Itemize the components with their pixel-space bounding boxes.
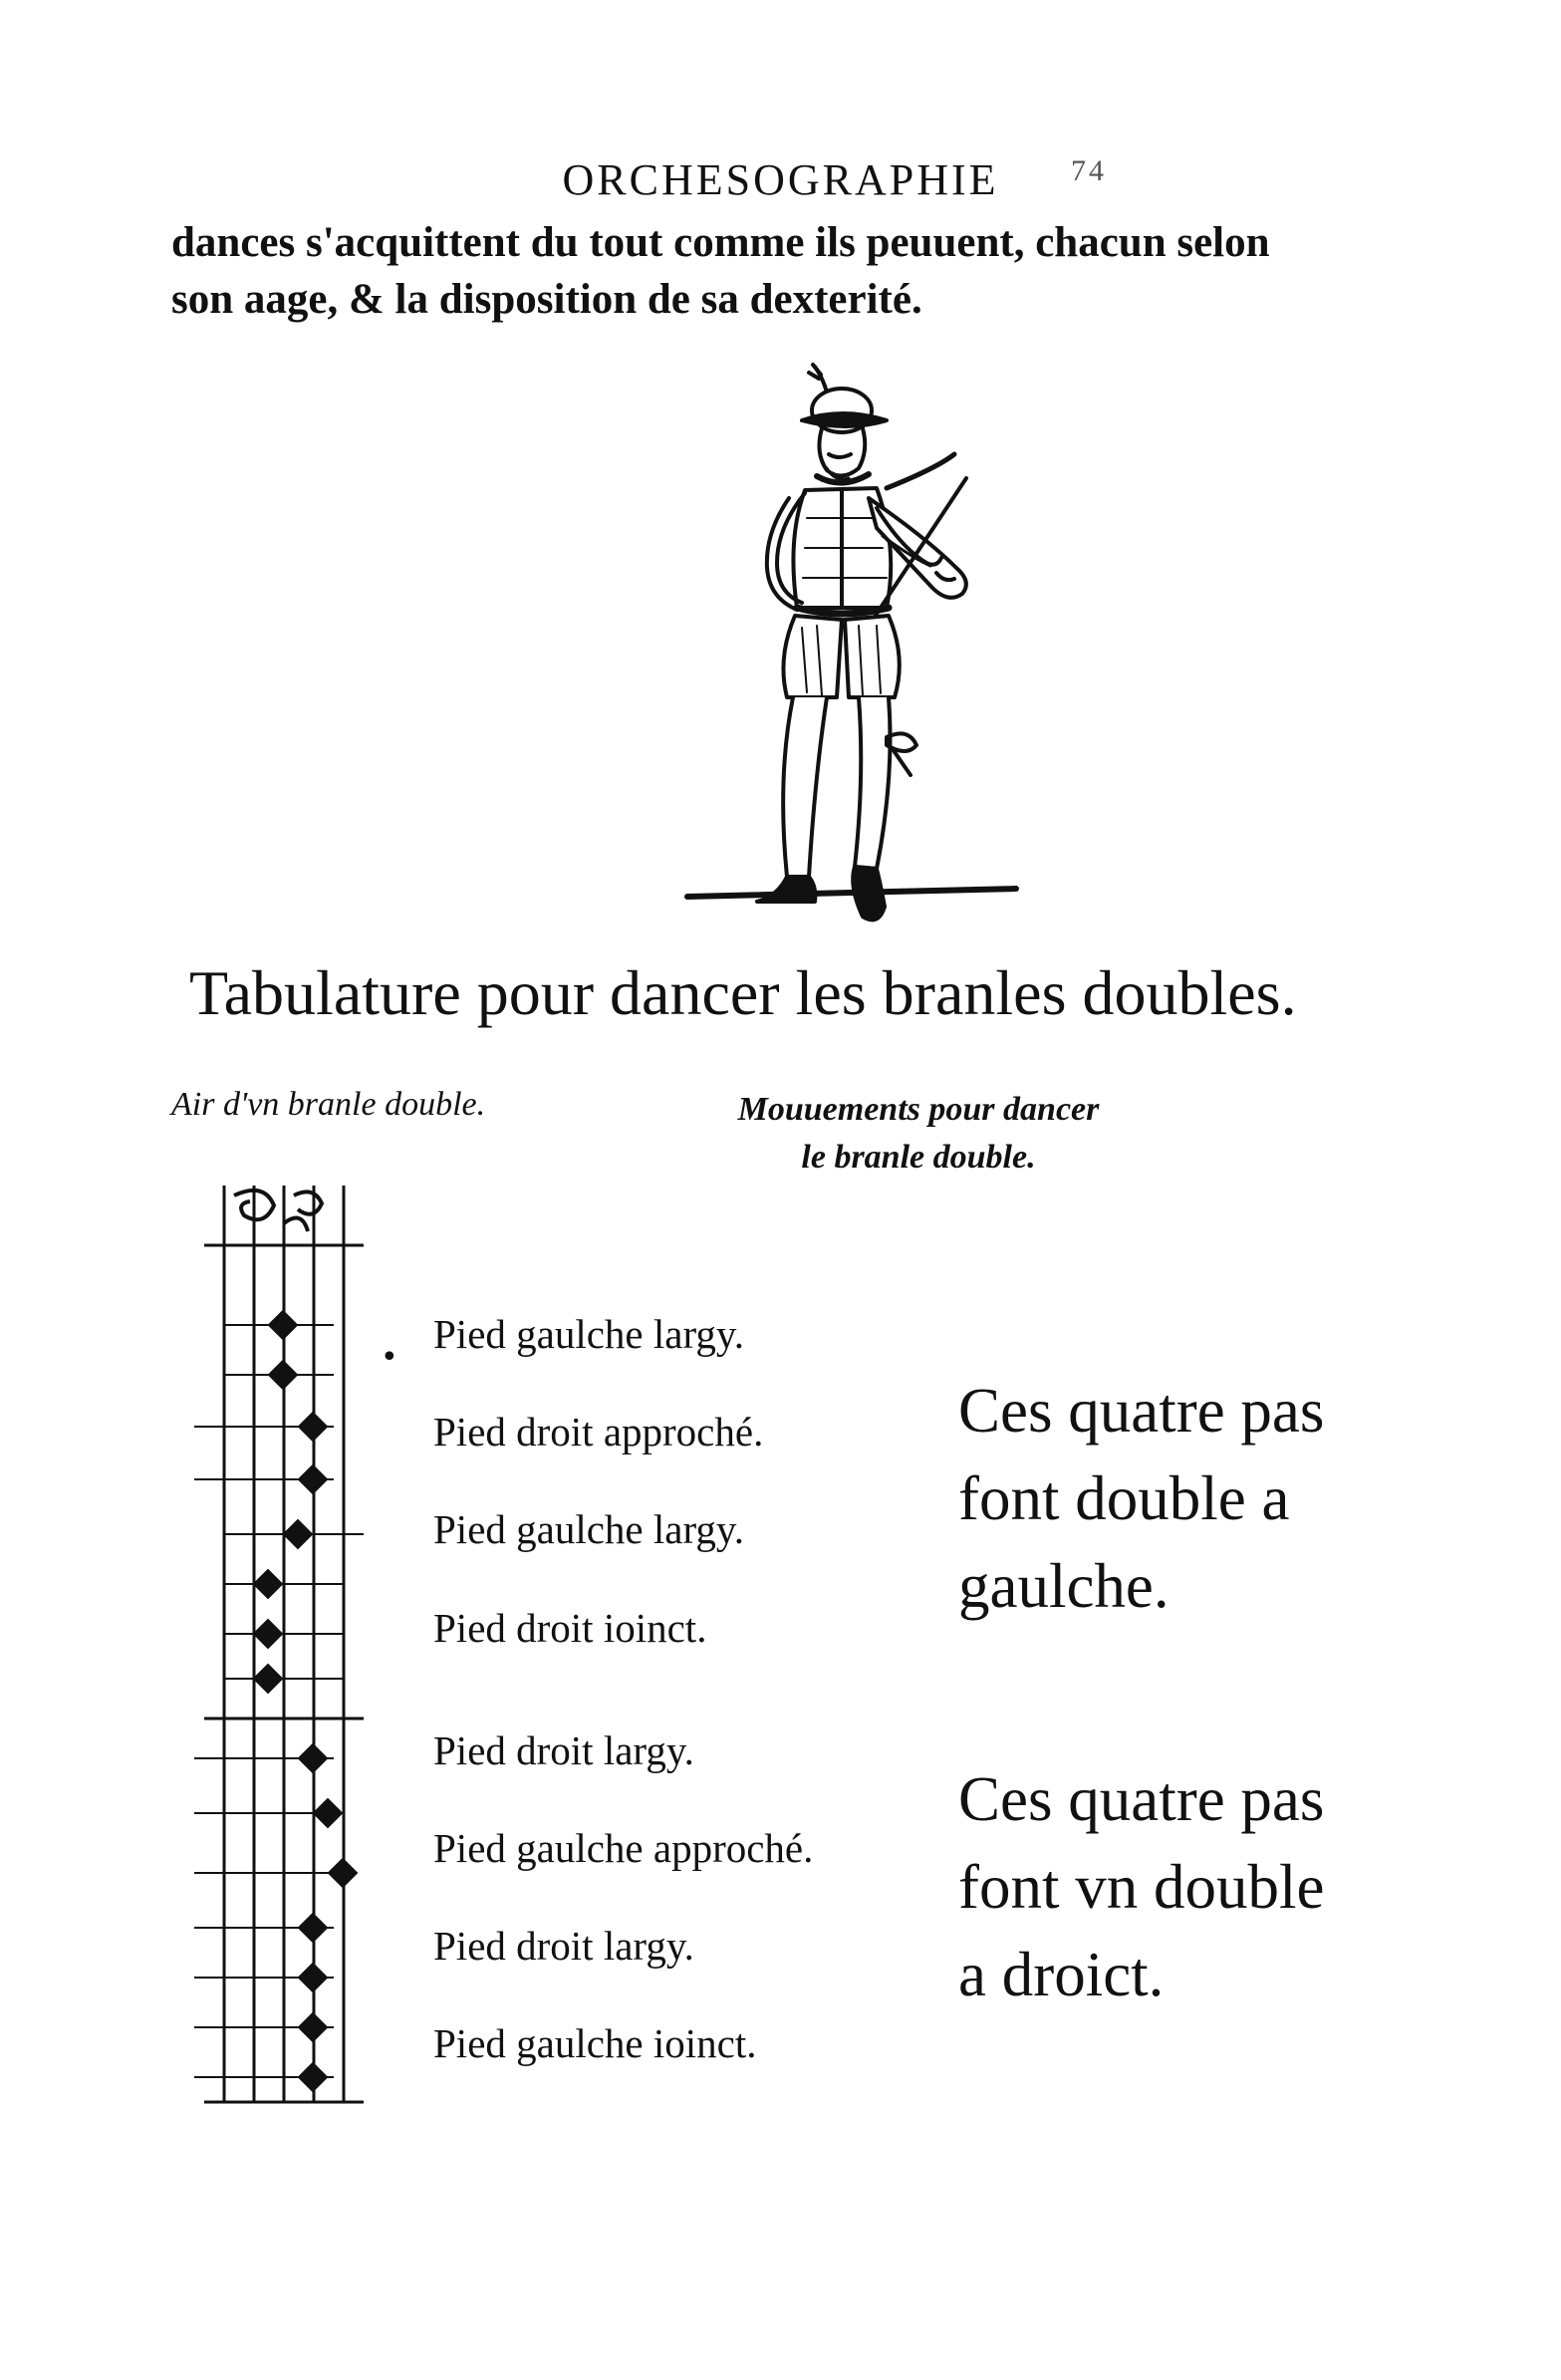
group-note-line: Ces quatre pas: [958, 1376, 1325, 1446]
running-title: ORCHESOGRAPHIE: [562, 155, 999, 204]
bullet-mark: •: [381, 1340, 398, 1375]
running-head: [0, 154, 1561, 205]
step-line: Pied gaulche largy.: [433, 1311, 744, 1357]
group-note-line: a droict.: [958, 1940, 1165, 2009]
page-number: 74: [1071, 154, 1107, 187]
group-note-line: font vn double: [958, 1852, 1325, 1922]
group-note-line: gaulche.: [958, 1551, 1170, 1621]
step-line: Pied gaulche largy.: [433, 1506, 744, 1552]
step-line: Pied gaulche approché.: [433, 1825, 814, 1871]
group-note-left-double: [958, 1367, 1476, 1630]
group-note-line: font double a: [958, 1463, 1290, 1533]
intro-paragraph: [171, 214, 1496, 328]
movements-heading-line: Mouuements pour dancer: [737, 1091, 1100, 1128]
movements-heading: [659, 1086, 1177, 1182]
fiddler-woodcut-icon: [638, 359, 1036, 956]
step-line: Pied droit ioinct.: [433, 1605, 707, 1651]
air-heading: Air d'vn branle double.: [171, 1086, 486, 1123]
step-line: Pied droit largy.: [433, 1727, 694, 1773]
group-note-right-double: [958, 1755, 1476, 2018]
step-line: Pied droit approché.: [433, 1409, 764, 1454]
step-line: Pied droit largy.: [433, 1923, 694, 1969]
intro-line: son aage, & la disposition de sa dexterité.: [171, 276, 922, 323]
step-line: Pied gaulche ioinct.: [433, 2020, 757, 2066]
group-note-line: Ces quatre pas: [958, 1764, 1325, 1834]
music-staff-icon: [184, 1176, 384, 2112]
movements-heading-line: le branle double.: [801, 1139, 1036, 1176]
tablature-title: Tabulature pour dancer les branles doubles.: [189, 957, 1297, 1028]
intro-line: dances s'acquittent du tout comme ils peuuent, chacun selon: [171, 219, 1270, 266]
